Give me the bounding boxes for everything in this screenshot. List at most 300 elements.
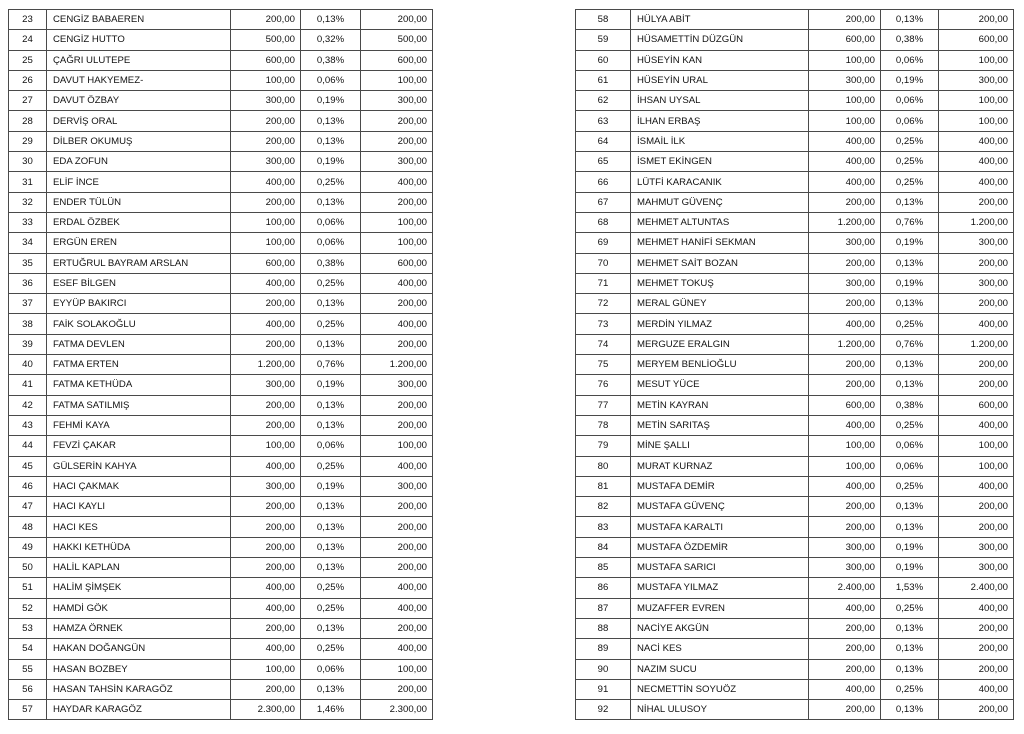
share-percentage: 0,13% <box>881 618 939 638</box>
share-amount: 300,00 <box>231 476 301 496</box>
share-amount: 400,00 <box>809 415 881 435</box>
share-amount: 300,00 <box>231 91 301 111</box>
right-shareholder-table <box>575 9 1014 720</box>
row-number: 92 <box>576 700 631 720</box>
row-number: 57 <box>9 700 47 720</box>
share-amount: 2.300,00 <box>231 700 301 720</box>
shareholder-name: HASAN TAHSİN KARAGÖZ <box>47 679 231 699</box>
share-percentage: 0,06% <box>881 436 939 456</box>
table-row <box>576 314 1014 334</box>
share-total: 200,00 <box>939 253 1014 273</box>
row-number: 76 <box>576 375 631 395</box>
share-total: 400,00 <box>361 578 433 598</box>
share-percentage: 0,25% <box>881 152 939 172</box>
shareholder-name: HACI ÇAKMAK <box>47 476 231 496</box>
share-percentage: 0,13% <box>881 253 939 273</box>
shareholder-name: MERAL GÜNEY <box>631 294 809 314</box>
share-total: 300,00 <box>939 558 1014 578</box>
shareholder-name: MUSTAFA SARICI <box>631 558 809 578</box>
share-amount: 200,00 <box>231 517 301 537</box>
table-row <box>576 395 1014 415</box>
share-total: 400,00 <box>361 639 433 659</box>
share-percentage: 0,13% <box>301 294 361 314</box>
share-percentage: 0,25% <box>881 679 939 699</box>
share-percentage: 0,25% <box>301 639 361 659</box>
share-percentage: 0,06% <box>881 111 939 131</box>
share-total: 200,00 <box>361 415 433 435</box>
share-total: 1.200,00 <box>939 212 1014 232</box>
share-amount: 200,00 <box>809 497 881 517</box>
table-row <box>9 334 433 354</box>
shareholder-name: HÜSAMETTİN DÜZGÜN <box>631 30 809 50</box>
share-percentage: 0,06% <box>301 212 361 232</box>
share-total: 400,00 <box>939 598 1014 618</box>
row-number: 61 <box>576 70 631 90</box>
share-amount: 200,00 <box>231 10 301 30</box>
share-amount: 100,00 <box>231 212 301 232</box>
share-total: 100,00 <box>939 91 1014 111</box>
table-row <box>9 30 433 50</box>
share-total: 100,00 <box>939 436 1014 456</box>
share-total: 100,00 <box>361 233 433 253</box>
share-percentage: 0,19% <box>881 558 939 578</box>
row-number: 36 <box>9 273 47 293</box>
table-row <box>576 578 1014 598</box>
shareholder-name: FEVZİ ÇAKAR <box>47 436 231 456</box>
share-percentage: 0,13% <box>881 497 939 517</box>
share-total: 600,00 <box>939 395 1014 415</box>
share-total: 1.200,00 <box>361 355 433 375</box>
table-row <box>576 30 1014 50</box>
shareholder-name: GÜLSERİN KAHYA <box>47 456 231 476</box>
share-amount: 200,00 <box>809 294 881 314</box>
share-total: 200,00 <box>361 395 433 415</box>
table-row <box>9 517 433 537</box>
share-percentage: 0,06% <box>881 50 939 70</box>
share-percentage: 0,13% <box>881 294 939 314</box>
table-row <box>9 355 433 375</box>
share-total: 300,00 <box>361 476 433 496</box>
shareholder-name: FATMA DEVLEN <box>47 334 231 354</box>
share-amount: 1.200,00 <box>231 355 301 375</box>
shareholder-name: FATMA ERTEN <box>47 355 231 375</box>
share-amount: 200,00 <box>231 679 301 699</box>
row-number: 25 <box>9 50 47 70</box>
share-total: 200,00 <box>939 375 1014 395</box>
row-number: 48 <box>9 517 47 537</box>
row-number: 59 <box>576 30 631 50</box>
table-row <box>576 294 1014 314</box>
share-percentage: 0,25% <box>881 415 939 435</box>
table-row <box>576 131 1014 151</box>
share-total: 200,00 <box>939 192 1014 212</box>
shareholder-name: HÜLYA ABİT <box>631 10 809 30</box>
share-amount: 1.200,00 <box>809 334 881 354</box>
shareholder-name: HALİM ŞİMŞEK <box>47 578 231 598</box>
shareholder-name: DAVUT HAKYEMEZ- <box>47 70 231 90</box>
shareholder-name: MUSTAFA KARALTI <box>631 517 809 537</box>
share-percentage: 0,13% <box>881 639 939 659</box>
share-total: 200,00 <box>361 334 433 354</box>
row-number: 50 <box>9 558 47 578</box>
share-total: 200,00 <box>361 517 433 537</box>
share-total: 400,00 <box>361 172 433 192</box>
row-number: 35 <box>9 253 47 273</box>
row-number: 26 <box>9 70 47 90</box>
share-total: 1.200,00 <box>939 334 1014 354</box>
row-number: 60 <box>576 50 631 70</box>
share-total: 600,00 <box>361 253 433 273</box>
shareholder-name: MİNE ŞALLI <box>631 436 809 456</box>
share-percentage: 0,13% <box>881 700 939 720</box>
share-total: 600,00 <box>939 30 1014 50</box>
shareholder-name: ERTUĞRUL BAYRAM ARSLAN <box>47 253 231 273</box>
table-row <box>576 558 1014 578</box>
share-amount: 500,00 <box>231 30 301 50</box>
table-row <box>9 192 433 212</box>
share-total: 300,00 <box>939 233 1014 253</box>
row-number: 64 <box>576 131 631 151</box>
share-amount: 600,00 <box>231 50 301 70</box>
share-total: 300,00 <box>939 273 1014 293</box>
table-row <box>576 639 1014 659</box>
table-row <box>576 456 1014 476</box>
share-total: 200,00 <box>361 192 433 212</box>
shareholder-name: ERDAL ÖZBEK <box>47 212 231 232</box>
share-percentage: 0,06% <box>881 91 939 111</box>
table-row <box>9 10 433 30</box>
shareholder-name: NECMETTİN SOYUÖZ <box>631 679 809 699</box>
share-percentage: 0,38% <box>881 395 939 415</box>
share-percentage: 0,13% <box>881 192 939 212</box>
share-amount: 400,00 <box>231 578 301 598</box>
share-total: 100,00 <box>361 212 433 232</box>
share-amount: 100,00 <box>231 659 301 679</box>
shareholder-name: EYYÜP BAKIRCI <box>47 294 231 314</box>
shareholder-name: LÜTFİ KARACANIK <box>631 172 809 192</box>
row-number: 28 <box>9 111 47 131</box>
share-amount: 600,00 <box>809 395 881 415</box>
shareholder-name: FAİK SOLAKOĞLU <box>47 314 231 334</box>
row-number: 38 <box>9 314 47 334</box>
share-amount: 200,00 <box>231 558 301 578</box>
share-percentage: 0,06% <box>301 659 361 679</box>
table-row <box>9 558 433 578</box>
share-amount: 300,00 <box>809 233 881 253</box>
table-row <box>576 233 1014 253</box>
shareholder-name: ESEF BİLGEN <box>47 273 231 293</box>
table-row <box>576 334 1014 354</box>
share-percentage: 0,38% <box>301 253 361 273</box>
share-percentage: 0,13% <box>301 517 361 537</box>
table-row <box>9 294 433 314</box>
share-total: 100,00 <box>939 50 1014 70</box>
table-row <box>576 537 1014 557</box>
share-amount: 200,00 <box>809 10 881 30</box>
share-amount: 400,00 <box>809 314 881 334</box>
table-row <box>9 253 433 273</box>
share-total: 300,00 <box>361 375 433 395</box>
row-number: 39 <box>9 334 47 354</box>
shareholder-name: HASAN BOZBEY <box>47 659 231 679</box>
table-row <box>576 517 1014 537</box>
share-percentage: 0,32% <box>301 30 361 50</box>
share-total: 500,00 <box>361 30 433 50</box>
table-row <box>576 152 1014 172</box>
share-total: 400,00 <box>361 456 433 476</box>
row-number: 54 <box>9 639 47 659</box>
share-amount: 200,00 <box>809 517 881 537</box>
table-row <box>9 618 433 638</box>
share-percentage: 0,25% <box>301 172 361 192</box>
shareholder-name: MUSTAFA GÜVENÇ <box>631 497 809 517</box>
row-number: 66 <box>576 172 631 192</box>
shareholder-name: FATMA SATILMIŞ <box>47 395 231 415</box>
row-number: 33 <box>9 212 47 232</box>
row-number: 46 <box>9 476 47 496</box>
share-percentage: 0,19% <box>881 70 939 90</box>
shareholder-name: MERYEM BENLİOĞLU <box>631 355 809 375</box>
share-percentage: 0,06% <box>301 436 361 456</box>
share-total: 300,00 <box>939 70 1014 90</box>
share-amount: 600,00 <box>231 253 301 273</box>
row-number: 47 <box>9 497 47 517</box>
share-percentage: 0,06% <box>301 233 361 253</box>
table-row <box>9 659 433 679</box>
table-row <box>576 415 1014 435</box>
share-total: 200,00 <box>361 537 433 557</box>
share-amount: 200,00 <box>809 253 881 273</box>
share-percentage: 0,76% <box>881 334 939 354</box>
share-percentage: 0,13% <box>301 558 361 578</box>
row-number: 49 <box>9 537 47 557</box>
table-row <box>9 314 433 334</box>
share-total: 600,00 <box>361 50 433 70</box>
share-total: 400,00 <box>939 314 1014 334</box>
shareholder-name: CENGİZ HUTTO <box>47 30 231 50</box>
table-row <box>9 598 433 618</box>
row-number: 84 <box>576 537 631 557</box>
share-amount: 100,00 <box>231 436 301 456</box>
table-row <box>576 679 1014 699</box>
share-percentage: 0,25% <box>881 131 939 151</box>
share-total: 200,00 <box>361 679 433 699</box>
share-percentage: 0,25% <box>301 314 361 334</box>
shareholder-name: İLHAN ERBAŞ <box>631 111 809 131</box>
shareholder-name: HAMZA ÖRNEK <box>47 618 231 638</box>
shareholder-name: MAHMUT GÜVENÇ <box>631 192 809 212</box>
row-number: 29 <box>9 131 47 151</box>
row-number: 62 <box>576 91 631 111</box>
shareholder-name: CENGİZ BABAEREN <box>47 10 231 30</box>
row-number: 67 <box>576 192 631 212</box>
share-percentage: 0,06% <box>881 456 939 476</box>
table-row <box>9 50 433 70</box>
shareholder-name: HÜSEYİN URAL <box>631 70 809 90</box>
shareholder-name: MEHMET HANİFİ SEKMAN <box>631 233 809 253</box>
share-percentage: 0,19% <box>301 91 361 111</box>
share-total: 300,00 <box>361 152 433 172</box>
share-percentage: 0,13% <box>301 497 361 517</box>
share-total: 200,00 <box>361 294 433 314</box>
share-amount: 400,00 <box>809 131 881 151</box>
share-total: 200,00 <box>361 10 433 30</box>
share-amount: 2.400,00 <box>809 578 881 598</box>
table-row <box>9 639 433 659</box>
shareholder-name: DERVİŞ ORAL <box>47 111 231 131</box>
share-percentage: 0,25% <box>881 314 939 334</box>
share-amount: 200,00 <box>231 497 301 517</box>
table-row <box>576 497 1014 517</box>
table-row <box>576 700 1014 720</box>
table-row <box>9 456 433 476</box>
share-percentage: 0,13% <box>301 618 361 638</box>
left-shareholder-table-container <box>8 9 433 720</box>
row-number: 52 <box>9 598 47 618</box>
share-percentage: 1,46% <box>301 700 361 720</box>
share-total: 400,00 <box>939 415 1014 435</box>
shareholder-name: HALİL KAPLAN <box>47 558 231 578</box>
shareholder-name: HAYDAR KARAGÖZ <box>47 700 231 720</box>
share-total: 100,00 <box>361 659 433 679</box>
share-total: 400,00 <box>361 273 433 293</box>
share-percentage: 0,38% <box>301 50 361 70</box>
shareholder-name: FEHMİ KAYA <box>47 415 231 435</box>
share-percentage: 0,25% <box>301 456 361 476</box>
share-percentage: 0,25% <box>301 578 361 598</box>
table-row <box>9 436 433 456</box>
share-amount: 400,00 <box>809 172 881 192</box>
share-percentage: 0,38% <box>881 30 939 50</box>
row-number: 69 <box>576 233 631 253</box>
table-row <box>9 131 433 151</box>
shareholder-name: NİHAL ULUSOY <box>631 700 809 720</box>
share-amount: 200,00 <box>231 395 301 415</box>
row-number: 56 <box>9 679 47 699</box>
row-number: 37 <box>9 294 47 314</box>
table-row <box>576 192 1014 212</box>
share-amount: 1.200,00 <box>809 212 881 232</box>
table-row <box>9 233 433 253</box>
table-row <box>9 679 433 699</box>
shareholder-name: ELİF İNCE <box>47 172 231 192</box>
share-amount: 100,00 <box>231 70 301 90</box>
share-percentage: 0,19% <box>301 375 361 395</box>
right-table-body <box>576 10 1014 720</box>
share-amount: 200,00 <box>231 131 301 151</box>
row-number: 86 <box>576 578 631 598</box>
row-number: 77 <box>576 395 631 415</box>
share-total: 100,00 <box>361 436 433 456</box>
share-percentage: 0,13% <box>881 517 939 537</box>
share-amount: 200,00 <box>809 659 881 679</box>
shareholder-name: MUSTAFA DEMİR <box>631 476 809 496</box>
share-amount: 200,00 <box>231 192 301 212</box>
table-row <box>9 91 433 111</box>
table-row <box>9 273 433 293</box>
table-row <box>576 172 1014 192</box>
shareholder-name: HAMDİ GÖK <box>47 598 231 618</box>
shareholder-name: NACİ KES <box>631 639 809 659</box>
shareholder-name: İSMET EKİNGEN <box>631 152 809 172</box>
share-total: 200,00 <box>939 517 1014 537</box>
table-row <box>9 212 433 232</box>
shareholder-name: MEHMET ALTUNTAS <box>631 212 809 232</box>
share-amount: 400,00 <box>231 273 301 293</box>
shareholder-name: MERGUZE ERALGIN <box>631 334 809 354</box>
shareholder-name: DAVUT ÖZBAY <box>47 91 231 111</box>
share-amount: 200,00 <box>809 355 881 375</box>
row-number: 80 <box>576 456 631 476</box>
share-amount: 400,00 <box>809 679 881 699</box>
share-amount: 400,00 <box>809 598 881 618</box>
share-percentage: 0,13% <box>301 10 361 30</box>
row-number: 71 <box>576 273 631 293</box>
share-percentage: 0,25% <box>881 476 939 496</box>
shareholder-name: İHSAN UYSAL <box>631 91 809 111</box>
share-amount: 200,00 <box>809 192 881 212</box>
table-row <box>9 415 433 435</box>
table-row <box>576 70 1014 90</box>
share-amount: 300,00 <box>231 152 301 172</box>
share-total: 200,00 <box>939 618 1014 638</box>
share-percentage: 0,76% <box>301 355 361 375</box>
shareholder-name: METİN KAYRAN <box>631 395 809 415</box>
row-number: 23 <box>9 10 47 30</box>
row-number: 65 <box>576 152 631 172</box>
shareholder-name: HACI KES <box>47 517 231 537</box>
left-table-body <box>9 10 433 720</box>
row-number: 24 <box>9 30 47 50</box>
share-percentage: 0,13% <box>301 395 361 415</box>
shareholder-name: MESUT YÜCE <box>631 375 809 395</box>
table-row <box>9 537 433 557</box>
share-percentage: 0,13% <box>301 334 361 354</box>
row-number: 90 <box>576 659 631 679</box>
table-row <box>9 476 433 496</box>
row-number: 72 <box>576 294 631 314</box>
share-percentage: 0,19% <box>881 273 939 293</box>
share-percentage: 0,13% <box>881 375 939 395</box>
share-percentage: 0,19% <box>301 152 361 172</box>
table-row <box>9 152 433 172</box>
share-total: 2.300,00 <box>361 700 433 720</box>
share-total: 200,00 <box>939 659 1014 679</box>
table-row <box>576 598 1014 618</box>
row-number: 74 <box>576 334 631 354</box>
shareholder-name: MUSTAFA ÖZDEMİR <box>631 537 809 557</box>
share-percentage: 0,13% <box>301 192 361 212</box>
row-number: 85 <box>576 558 631 578</box>
share-percentage: 0,13% <box>301 679 361 699</box>
row-number: 30 <box>9 152 47 172</box>
share-percentage: 0,13% <box>301 415 361 435</box>
table-row <box>9 375 433 395</box>
share-total: 200,00 <box>361 131 433 151</box>
share-total: 2.400,00 <box>939 578 1014 598</box>
row-number: 43 <box>9 415 47 435</box>
share-percentage: 0,19% <box>301 476 361 496</box>
share-total: 400,00 <box>939 131 1014 151</box>
table-row <box>9 111 433 131</box>
table-row <box>9 70 433 90</box>
share-amount: 300,00 <box>809 70 881 90</box>
shareholder-name: MURAT KURNAZ <box>631 456 809 476</box>
share-total: 200,00 <box>361 618 433 638</box>
shareholder-name: MUZAFFER EVREN <box>631 598 809 618</box>
shareholder-name: NAZIM SUCU <box>631 659 809 679</box>
table-row <box>576 476 1014 496</box>
